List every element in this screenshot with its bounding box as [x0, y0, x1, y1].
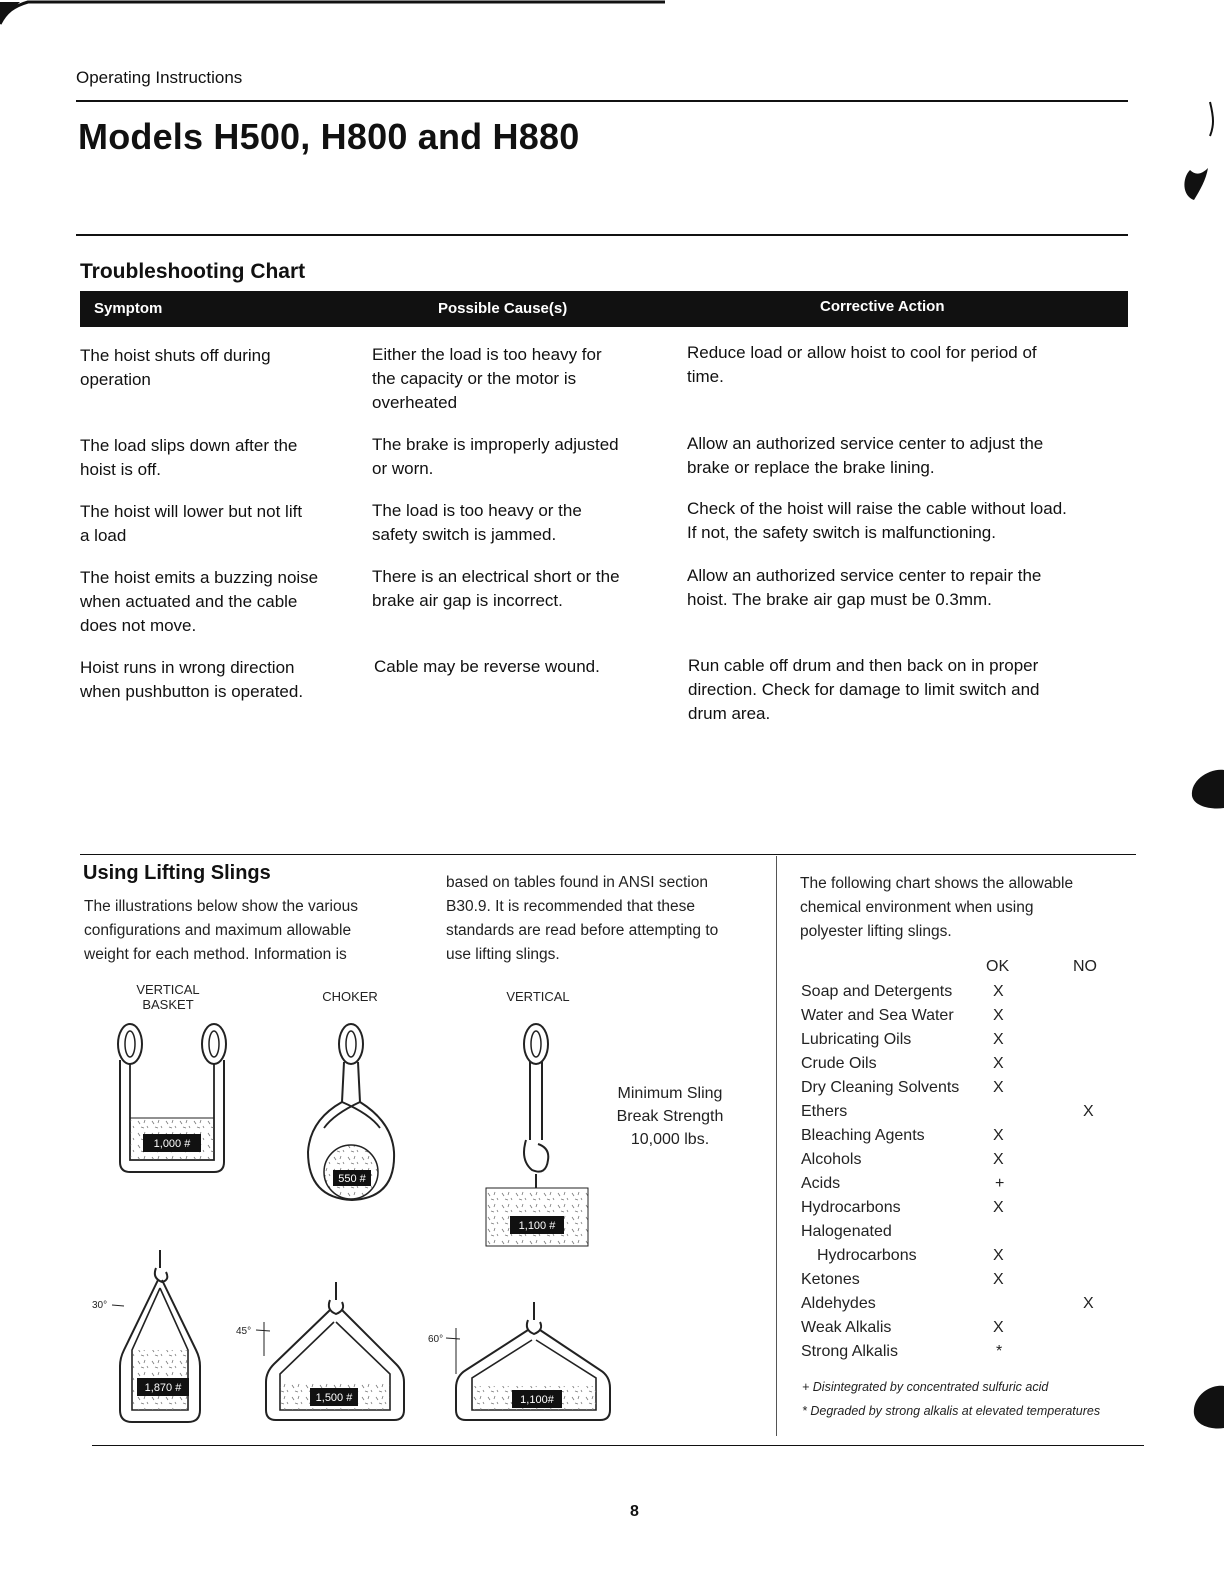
ok-mark: X: [993, 1199, 1004, 1216]
chemical-name: Weak Alkalis: [801, 1319, 892, 1336]
choker-illustration: [308, 1024, 394, 1200]
weight-basket-45: 1,500 #: [315, 1392, 353, 1404]
chemical-name: Dry Cleaning Solvents: [801, 1079, 960, 1096]
cause-cell: Either the load is too heavy for the capacity or the motor is overheated: [372, 345, 602, 412]
cause-cell: The brake is improperly adjusted or worn.: [372, 435, 619, 478]
chemical-name: Halogenated: [801, 1223, 892, 1240]
no-mark: X: [1083, 1295, 1094, 1312]
header-rule: [76, 100, 1128, 102]
vertical-basket-illustration: [118, 1024, 226, 1172]
min-break-strength-note: Minimum Sling Break Strength 10,000 lbs.: [616, 1085, 724, 1148]
ok-mark: X: [993, 1007, 1004, 1024]
chemical-chart-intro: The following chart shows the allowable chemical environment when using polyester lifting slings.: [800, 875, 1074, 940]
chemical-name: Ethers: [801, 1103, 848, 1120]
section-divider: [76, 234, 1128, 236]
symptom-cell: Hoist runs in wrong direction when pushbutton is operated.: [80, 658, 304, 701]
symptom-cell: The load slips down after the hoist is off.: [80, 436, 298, 479]
chemical-name: Lubricating Oils: [801, 1031, 912, 1048]
cause-cell: There is an electrical short or the brake air gap is incorrect.: [372, 567, 620, 610]
weight-vertical-basket: 1,000 #: [153, 1138, 191, 1150]
symptom-cell: The hoist will lower but not lift a load: [80, 502, 303, 545]
column-header-cause: Possible Cause(s): [438, 300, 568, 317]
chemical-col-ok: OK: [986, 958, 1010, 975]
ok-mark: X: [993, 1127, 1004, 1144]
basket-45-illustration: [236, 1282, 404, 1420]
chemical-name: Hydrocarbons: [817, 1247, 917, 1264]
footer-rule: [92, 1445, 1144, 1446]
chemical-name: Bleaching Agents: [801, 1127, 925, 1144]
slings-title: Using Lifting Slings: [83, 862, 271, 884]
angle-30: 30°: [92, 1300, 108, 1311]
no-mark: X: [1083, 1103, 1094, 1120]
footnote-acid: + Disintegrated by concentrated sulfuric acid: [802, 1380, 1049, 1394]
symptom-cell: The hoist shuts off during operation: [80, 346, 271, 389]
chemical-name: Acids: [801, 1175, 841, 1192]
chemical-name: Hydrocarbons: [801, 1199, 901, 1216]
ok-mark: X: [993, 1271, 1004, 1288]
column-header-symptom: Symptom: [94, 300, 163, 317]
ok-mark: X: [993, 1319, 1004, 1336]
troubleshooting-table-header: [80, 291, 1128, 327]
basket-30-illustration: [92, 1250, 200, 1422]
action-cell: Check of the hoist will raise the cable without load. If not, the safety switch is malfunctioning.: [687, 499, 1067, 542]
chemical-name: Strong Alkalis: [801, 1343, 898, 1360]
action-cell: Reduce load or allow hoist to cool for period of time.: [687, 343, 1037, 386]
chemical-col-no: NO: [1073, 958, 1097, 975]
slings-intro-col1: The illustrations below show the various configurations and maximum allowable weight for each method. Information is: [84, 898, 358, 963]
slings-intro-col2: based on tables found in ANSI section B30.9. It is recommended that these standards are read before attempting to use lifting slings.: [446, 874, 719, 963]
ok-mark: +: [995, 1175, 1005, 1192]
cause-cell: The load is too heavy or the safety switch is jammed.: [372, 501, 582, 544]
weight-vertical: 1,100 #: [518, 1220, 556, 1232]
weight-basket-60: 1,100#: [520, 1394, 554, 1406]
ok-mark: *: [996, 1343, 1003, 1360]
page-number: 8: [630, 1503, 639, 1520]
vertical-illustration: [486, 1024, 588, 1246]
ok-mark: X: [993, 1151, 1004, 1168]
basket-60-illustration: [428, 1302, 610, 1420]
chemical-name: Soap and Detergents: [801, 983, 953, 1000]
angle-60: 60°: [428, 1334, 444, 1345]
troubleshooting-title: Troubleshooting Chart: [80, 260, 306, 283]
cause-cell: Cable may be reverse wound.: [374, 657, 600, 676]
ok-mark: X: [993, 1079, 1004, 1096]
ok-mark: X: [993, 1031, 1004, 1048]
weight-basket-30: 1,870 #: [144, 1382, 182, 1394]
slings-section-rule: [80, 854, 1136, 855]
ok-mark: X: [993, 1247, 1004, 1264]
chemical-name: Crude Oils: [801, 1055, 877, 1072]
label-vertical-basket: VERTICAL BASKET: [136, 982, 200, 1012]
action-cell: Allow an authorized service center to adjust the brake or replace the brake lining.: [687, 434, 1044, 477]
page-title: Models H500, H800 and H880: [78, 116, 580, 157]
chemical-name: Ketones: [801, 1271, 860, 1288]
symptom-cell: The hoist emits a buzzing noise when actuated and the cable does not move.: [80, 568, 319, 635]
chemical-name: Alcohols: [801, 1151, 862, 1168]
sling-illustrations: [80, 1010, 720, 1430]
label-vertical: VERTICAL: [506, 989, 570, 1004]
angle-45: 45°: [236, 1326, 252, 1337]
chemical-column-divider: [776, 856, 777, 1436]
ok-mark: X: [993, 1055, 1004, 1072]
weight-choker: 550 #: [338, 1173, 366, 1185]
chemical-name: Water and Sea Water: [801, 1007, 954, 1024]
column-header-action: Corrective Action: [820, 298, 945, 315]
action-cell: Allow an authorized service center to repair the hoist. The brake air gap must be 0.3mm.: [687, 566, 1042, 609]
action-cell: Run cable off drum and then back on in proper direction. Check for damage to limit switch and drum area.: [688, 656, 1040, 723]
footnote-alkali: * Degraded by strong alkalis at elevated temperatures: [802, 1404, 1101, 1418]
section-header-label: Operating Instructions: [76, 68, 243, 87]
chemical-name: Aldehydes: [801, 1295, 876, 1312]
label-choker: CHOKER: [322, 989, 378, 1004]
ok-mark: X: [993, 983, 1004, 1000]
